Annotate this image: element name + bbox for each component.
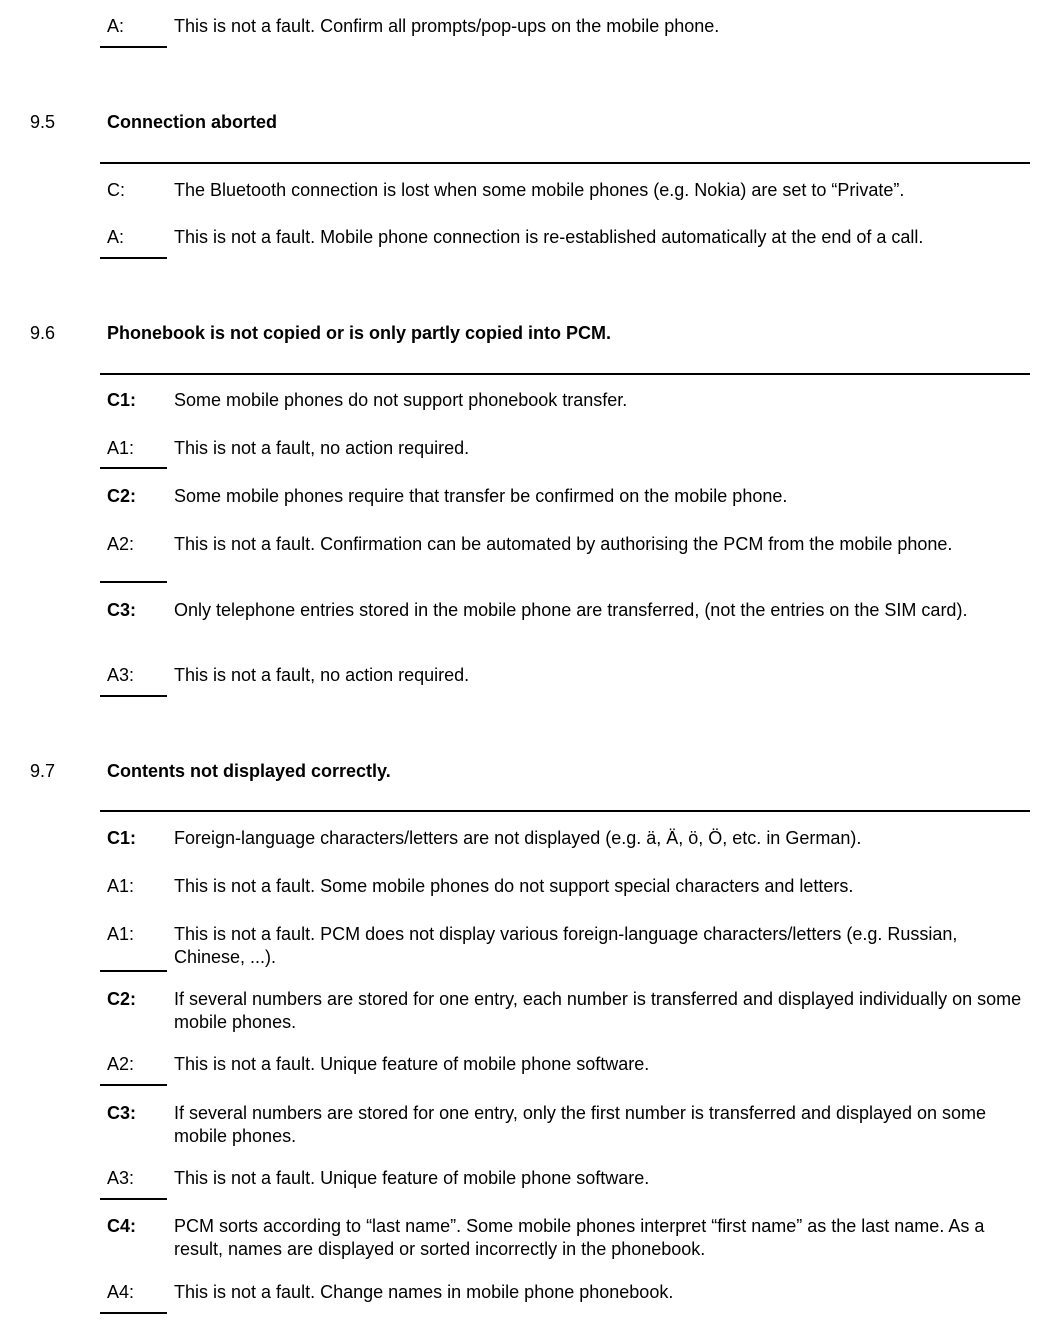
qa-item <box>107 533 1027 556</box>
qa-item <box>107 1167 1027 1190</box>
cause-label: C3: <box>107 1103 137 1123</box>
qa-item <box>107 988 1027 1034</box>
cause-text: If several numbers are stored for one entry, only the first number is transferred and displayed on some mobile phones. <box>174 1103 987 1146</box>
answer-text: This is not a fault. Unique feature of mobile phone software. <box>174 1054 650 1074</box>
qa-item <box>107 15 1027 38</box>
qa-item <box>107 827 1027 850</box>
divider <box>100 1312 167 1314</box>
cause-label: C4: <box>107 1216 137 1236</box>
cause-label: C1: <box>107 828 137 848</box>
answer-text: This is not a fault. Confirm all prompts/pop-ups on the mobile phone. <box>174 16 720 36</box>
answer-text: This is not a fault. Confirmation can be automated by authorising the PCM from the mobile phone. <box>174 534 953 554</box>
qa-item <box>107 1102 1027 1148</box>
answer-text: This is not a fault. PCM does not display various foreign-language characters/letters (e.g. Russian, Chinese, ...). <box>174 924 958 967</box>
answer-label: A3: <box>107 1168 135 1188</box>
answer-text: This is not a fault, no action required. <box>174 665 470 685</box>
answer-label: A2: <box>107 1054 135 1074</box>
qa-item <box>107 599 1027 622</box>
qa-item <box>107 1053 1027 1076</box>
section-title: Phonebook is not copied or is only partly copied into PCM. <box>107 323 612 343</box>
cause-label: C2: <box>107 486 137 506</box>
cause-text: Only telephone entries stored in the mobile phone are transferred, (not the entries on the SIM card). <box>174 600 968 620</box>
answer-label: A4: <box>107 1282 135 1302</box>
answer-text: This is not a fault, no action required. <box>174 438 470 458</box>
divider <box>100 581 167 583</box>
divider <box>100 695 167 697</box>
qa-item <box>107 226 1027 249</box>
section-number: 9.7 <box>30 761 56 781</box>
cause-text: If several numbers are stored for one entry, each number is transferred and displayed individually on some mobile phones. <box>174 989 1022 1032</box>
answer-label: A1: <box>107 876 135 896</box>
answer-text: This is not a fault. Mobile phone connection is re-established automatically at the end of a call. <box>174 227 924 247</box>
answer-label: A1: <box>107 438 135 458</box>
cause-label: C3: <box>107 600 137 620</box>
section-divider <box>100 373 1030 375</box>
divider <box>100 970 167 972</box>
answer-label: A1: <box>107 924 135 944</box>
divider <box>100 467 167 469</box>
cause-text: Foreign-language characters/letters are not displayed (e.g. ä, Ä, ö, Ö, etc. in German). <box>174 828 862 848</box>
divider <box>100 257 167 259</box>
section-divider <box>100 162 1030 164</box>
qa-item <box>107 1281 1027 1304</box>
qa-item <box>107 485 1027 508</box>
answer-label: A2: <box>107 534 135 554</box>
answer-label: A3: <box>107 665 135 685</box>
divider <box>100 46 167 48</box>
qa-item <box>107 389 1027 412</box>
cause-text: Some mobile phones do not support phonebook transfer. <box>174 390 628 410</box>
qa-item <box>107 875 1027 898</box>
cause-label: C1: <box>107 390 137 410</box>
section-title: Connection aborted <box>107 112 277 132</box>
divider <box>100 1084 167 1086</box>
section-title: Contents not displayed correctly. <box>107 761 391 781</box>
answer-text: This is not a fault. Unique feature of mobile phone software. <box>174 1168 650 1188</box>
answer-label: A: <box>107 16 125 36</box>
qa-item <box>107 1215 1027 1261</box>
divider <box>100 1198 167 1200</box>
qa-item <box>107 179 1027 202</box>
section-divider <box>100 810 1030 812</box>
qa-item <box>107 923 1027 969</box>
section-number: 9.6 <box>30 323 56 343</box>
cause-text: PCM sorts according to “last name”. Some mobile phones interpret “first name” as the last name. As a result, names are displayed or sorted incorrectly in the phonebook. <box>174 1216 985 1259</box>
qa-item <box>107 664 1027 687</box>
answer-label: A: <box>107 227 125 247</box>
cause-text: Some mobile phones require that transfer be confirmed on the mobile phone. <box>174 486 788 506</box>
qa-item <box>107 437 1027 460</box>
answer-text: This is not a fault. Some mobile phones do not support special characters and letters. <box>174 876 854 896</box>
cause-text: The Bluetooth connection is lost when some mobile phones (e.g. Nokia) are set to “Private”. <box>174 180 905 200</box>
answer-text: This is not a fault. Change names in mobile phone phonebook. <box>174 1282 674 1302</box>
cause-label: C: <box>107 180 125 200</box>
section-number: 9.5 <box>30 112 56 132</box>
cause-label: C2: <box>107 989 137 1009</box>
